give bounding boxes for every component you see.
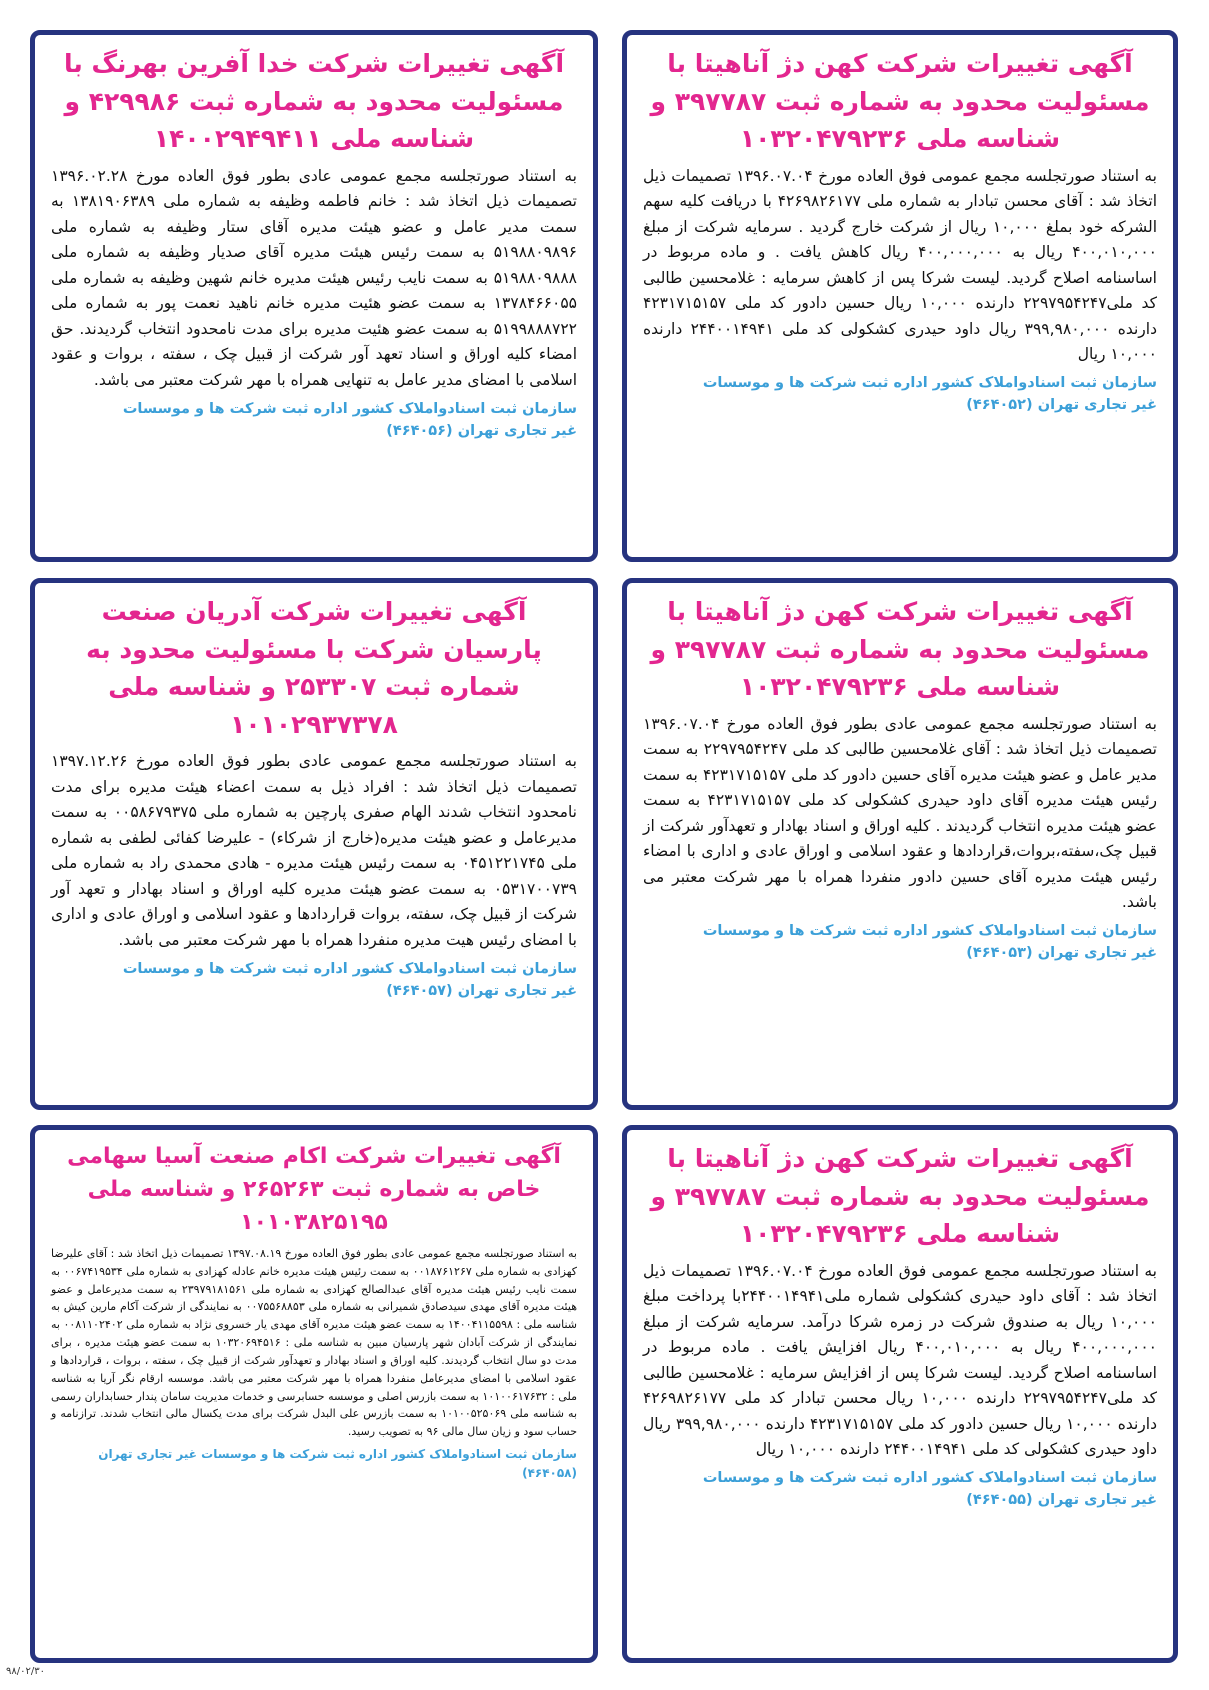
notice-kohan-dezh-anahita-decrease bbox=[622, 30, 1178, 562]
notice-title: آگهی تغییرات شرکت آدریان صنعت پارسیان شرکت با مسئولیت محدود به شماره ثبت ۲۵۳۳۰۷ و شناسه ملی ۱۰۱۰۲۹۳۷۳۷۸ bbox=[86, 597, 542, 739]
footer-registry: سازمان ثبت اسنادواملاک کشور اداره ثبت شرکت ها و موسسات bbox=[702, 1470, 1157, 1486]
footer-code: غیر تجاری تهران (۴۶۴۰۵۷) bbox=[386, 982, 577, 999]
notice-kohan-dezh-anahita-increase bbox=[622, 1125, 1178, 1663]
notice-kohan-dezh-anahita-board bbox=[622, 578, 1178, 1110]
print-date-stamp: ۹۸/۰۲/۳۰ bbox=[6, 1666, 45, 1677]
notice-footer bbox=[643, 372, 1157, 417]
footer-code: غیر تجاری تهران (۴۶۴۰۵۵) bbox=[966, 1492, 1157, 1509]
footer-code: غیر تجاری تهران (۴۶۴۰۵۲) bbox=[966, 397, 1157, 414]
notice-adrian-sanat-parsian bbox=[30, 578, 598, 1110]
notice-body: به استناد صورتجلسه مجمع عمومی عادی بطور فوق العاده مورخ ۱۳۹۷.۱۲.۲۶ تصمیمات ذیل اتخاذ شد : افراد ذیل به سمت اعضاء هیئت مدیره برای مدت نامحدود انتخاب شدند الهام صفری پارچین به شماره ملی ۰۰۵۸۶۷۹۳۷۵ به سمت مدیرعامل و عضو هیئت مدیره(خارج از شرکاء) - علیرضا کفائی لطفی به شماره ملی ۰۴۵۱۲۲۱۷۴۵ به سمت رئیس هیئت مدیره - هادی محمدی راد به شماره ملی ۰۵۳۱۷۰۰۷۳۹ به سمت عضو هیئت مدیره کلیه اوراق و اسناد بهادار و تعهد آور شرکت از قبیل چک، سفته، بروات قراردادها و عقود اسلامی و اوراق عادی و اداری با امضای رئیس هیت مدیره منفردا همراه با مهر شرکت معتبر می باشد. bbox=[51, 752, 577, 949]
notice-akam-sanat-asia bbox=[30, 1125, 598, 1663]
notice-body: به استناد صورتجلسه مجمع عمومی فوق العاده مورخ ۱۳۹۶.۰۷.۰۴ تصمیمات ذیل اتخاذ شد : آقای محسن تبادار به شماره ملی ۴۲۶۹۸۲۶۱۷۷ با دریافت کلیه سهم الشرکه خود بملغ ۱۰,۰۰۰ ریال از شرکت خارج گردید . سرمایه شرکت از مبلغ ۴۰۰,۰۱۰,۰۰۰ ریال به ۴۰۰,۰۰۰,۰۰۰ ریال کاهش یافت . و ماده مربوط در اساسنامه اصلاح گردید. لیست شرکا پس از کاهش سرمایه : غلامحسین طالبی کد ملی۲۲۹۷۹۵۴۲۴۷ دارنده ۱۰,۰۰۰ ریال حسین دادور کد ملی ۴۲۳۱۷۱۵۱۵۷ دارنده ۳۹۹,۹۸۰,۰۰۰ ریال داود حیدری کشکولی کد ملی ۲۴۴۰۰۱۴۹۴۱ دارنده ۱۰,۰۰۰ ریال bbox=[643, 166, 1158, 364]
footer-registry: سازمان ثبت اسنادواملاک کشور اداره ثبت شرکت ها و موسسات غیر تجاری تهران bbox=[98, 1446, 577, 1461]
notice-footer bbox=[643, 1467, 1157, 1512]
notice-body: به استناد صورتجلسه مجمع عمومی عادی بطور فوق العاده مورخ ۱۳۹۷.۰۸.۱۹ تصمیمات ذیل اتخاذ شد : آقای علیرضا کهزادی به شماره ملی ۰۰۱۸۷۶۱۲۶۷ به سمت رئیس هیئت مدیره خانم عادله کهزادی به شماره ملی ۰۰۶۷۴۱۹۵۳۴ به سمت نایب رئیس هیئت مدیره آقای عبدالصالح کهزادی به شماره ملی ۲۳۹۷۹۱۸۱۵۶۱ به سمت مدیرعامل و عضو هیئت مدیره آقای مهدی سیدصادق شمیرانی به شماره ملی ۰۰۷۵۵۶۸۸۵۳ به نمایندگی از شرکت آکام مارین کیش به شناسه ملی : ۱۴۰۰۴۱۱۵۵۹۸ به سمت عضو هیئت مدیره آقای مهدی یار خسروی نژاد به شماره ملی ۰۰۸۱۱۰۲۴۰۲ به نمایندگی از شرکت آبادان شهر پارسیان مبین به شناسه ملی : ۱۰۳۲۰۶۹۴۵۱۶ به سمت عضو هیئت مدیره ، برای مدت دو سال انتخاب گردیدند. کلیه اوراق و اسناد بهادار و تعهدآور شرکت از قبیل چک ، سفته ، بروات ، قراردادها و عقود اسلامی با امضای مدیرعامل منفردا همراه با مهر شرکت معتبر می باشد. موسسه ارقام نگر آریا به شناسه ملی : ۱۰۱۰۰۶۱۷۶۳۲ به سمت بازرس اصلی و موسسه حسابرسی و خدمات مدیریت سامان پندار حسابداران رسمی به شناسه ملی ۱۰۱۰۰۵۲۵۰۶۹ به سمت بازرس علی البدل شرکت برای مدت یکسال مالی انتخاب شدند. ترازنامه و حساب سود و زیان سال مالی ۹۶ به تصویب رسید. bbox=[51, 1247, 578, 1439]
notice-title: آگهی تغییرات شرکت اکام صنعت آسیا سهامی خاص به شماره ثبت ۲۶۵۲۶۳ و شناسه ملی ۱۰۱۰۳۸۲۵۱۹۵ bbox=[67, 1144, 561, 1235]
notice-body: به استناد صورتجلسه مجمع عمومی فوق العاده مورخ ۱۳۹۶.۰۷.۰۴ تصمیمات ذیل اتخاذ شد : آقای داود حیدری کشکولی شماره ملی۲۴۴۰۰۱۴۹۴۱با پرداخت مبلغ ۱۰,۰۰۰ ریال به صندوق شرکت در زمره شرکا درآمد. سرمایه شرکت از مبلغ ۴۰۰,۰۰۰,۰۰۰ ریال به ۴۰۰,۰۱۰,۰۰۰ ریال افزایش یافت . ماده مربوط در اساسنامه اصلاح گردید. لیست شرکا پس از افزایش سرمایه : غلامحسین طالبی کد ملی۲۲۹۷۹۵۴۲۴۷ دارنده ۱۰,۰۰۰ ریال محسن تبادار کد ملی ۴۲۶۹۸۲۶۱۷۷ دارنده ۱۰,۰۰۰ ریال حسین دادور کد ملی ۴۲۳۱۷۱۵۱۵۷ دارنده ۳۹۹,۹۸۰,۰۰۰ ریال داود حیدری کشکولی کد ملی ۲۴۴۰۰۱۴۹۴۱ دارنده ۱۰,۰۰۰ ریال bbox=[643, 1261, 1158, 1459]
footer-registry: سازمان ثبت اسنادواملاک کشور اداره ثبت شرکت ها و موسسات bbox=[122, 400, 577, 417]
footer-code: غیر تجاری تهران (۴۶۴۰۵۶) bbox=[386, 423, 577, 440]
footer-code: (۴۶۴۰۵۸) bbox=[522, 1465, 577, 1480]
notice-title: آگهی تغییرات شرکت کهن دژ آناهیتا با مسئولیت محدود به شماره ثبت ۳۹۷۷۸۷ و شناسه ملی ۱۰۳۲۰۴۷۹۲۳۶ bbox=[650, 1144, 1150, 1248]
footer-registry: سازمان ثبت اسنادواملاک کشور اداره ثبت شرکت ها و موسسات bbox=[702, 923, 1157, 939]
notice-footer bbox=[51, 1445, 577, 1482]
notice-footer bbox=[51, 398, 577, 443]
footer-registry: سازمان ثبت اسنادواملاک کشور اداره ثبت شرکت ها و موسسات bbox=[702, 375, 1157, 391]
notice-title: آگهی تغییرات شرکت کهن دژ آناهیتا با مسئولیت محدود به شماره ثبت ۳۹۷۷۸۷ و شناسه ملی ۱۰۳۲۰۴۷۹۲۳۶ bbox=[650, 597, 1150, 701]
notice-title: آگهی تغییرات شرکت خدا آفرین بهرنگ با مسئولیت محدود به شماره ثبت ۴۲۹۹۸۶ و شناسه ملی ۱۴۰۰۲۹۴۹۴۱۱ bbox=[63, 49, 565, 153]
notice-body: به استناد صورتجلسه مجمع عمومی عادی بطور فوق العاده مورخ ۱۳۹۶.۰۷.۰۴ تصمیمات ذیل اتخاذ شد : آقای غلامحسین طالبی کد ملی ۲۲۹۷۹۵۴۲۴۷ به سمت مدیر عامل و عضو هیئت مدیره آقای حسین دادور کد ملی ۴۲۳۱۷۱۵۱۵۷ به سمت رئیس هیئت مدیره آقای داود حیدری کشکولی کد ملی ۴۲۳۱۷۱۵۱۵۷ به سمت عضو هیئت مدیره انتخاب گردیدند . کلیه اوراق و اسناد بهادار و تعهدآور شرکت از قبیل چک،سفته،بروات،قراردادها و عقود اسلامی و اوراق عادی و اداری با امضاء رئیس هیئت مدیره آقای حسین دادور منفردا همراه با مهر شرکت معتبر می باشد. bbox=[643, 714, 1157, 912]
notice-khoda-afarin-behrang bbox=[30, 30, 598, 562]
notice-footer bbox=[643, 920, 1157, 965]
notice-body: به استناد صورتجلسه مجمع عمومی عادی بطور فوق العاده مورخ ۱۳۹۶.۰۲.۲۸ تصمیمات ذیل اتخاذ شد : خانم فاطمه وظیفه به شماره ملی ۱۳۸۱۹۰۶۳۸۹ به سمت مدیر عامل و عضو هیئت مدیره آقای ستار وظیفه به شماره ملی ۵۱۹۸۸۰۹۸۹۶ به سمت رئیس هیئت مدیره آقای صدیار وظیفه به شماره ملی ۵۱۹۸۸۰۹۸۸۸ به سمت نایب رئیس هیئت مدیره خانم شهین وظیفه به شماره ملی ۱۳۷۸۴۶۶۰۵۵ به سمت عضو هئیت مدیره خانم ناهید نعمت پور به شماره ملی ۵۱۹۹۸۸۸۷۲۲ به سمت عضو هئیت مدیره برای مدت نامحدود انتخاب گردیدند. حق امضاء کلیه اوراق و اسناد تعهد آور شرکت از قبیل چک ، سفته ، بروات و عقود اسلامی با امضای مدیر عامل به تنهایی همراه با مهر شرکت معتبر می باشد. bbox=[51, 166, 577, 389]
footer-registry: سازمان ثبت اسنادواملاک کشور اداره ثبت شرکت ها و موسسات bbox=[122, 960, 577, 977]
notice-footer bbox=[51, 958, 577, 1003]
footer-code: غیر تجاری تهران (۴۶۴۰۵۳) bbox=[966, 945, 1157, 962]
notice-title: آگهی تغییرات شرکت کهن دژ آناهیتا با مسئولیت محدود به شماره ثبت ۳۹۷۷۸۷ و شناسه ملی ۱۰۳۲۰۴۷۹۲۳۶ bbox=[650, 49, 1150, 153]
